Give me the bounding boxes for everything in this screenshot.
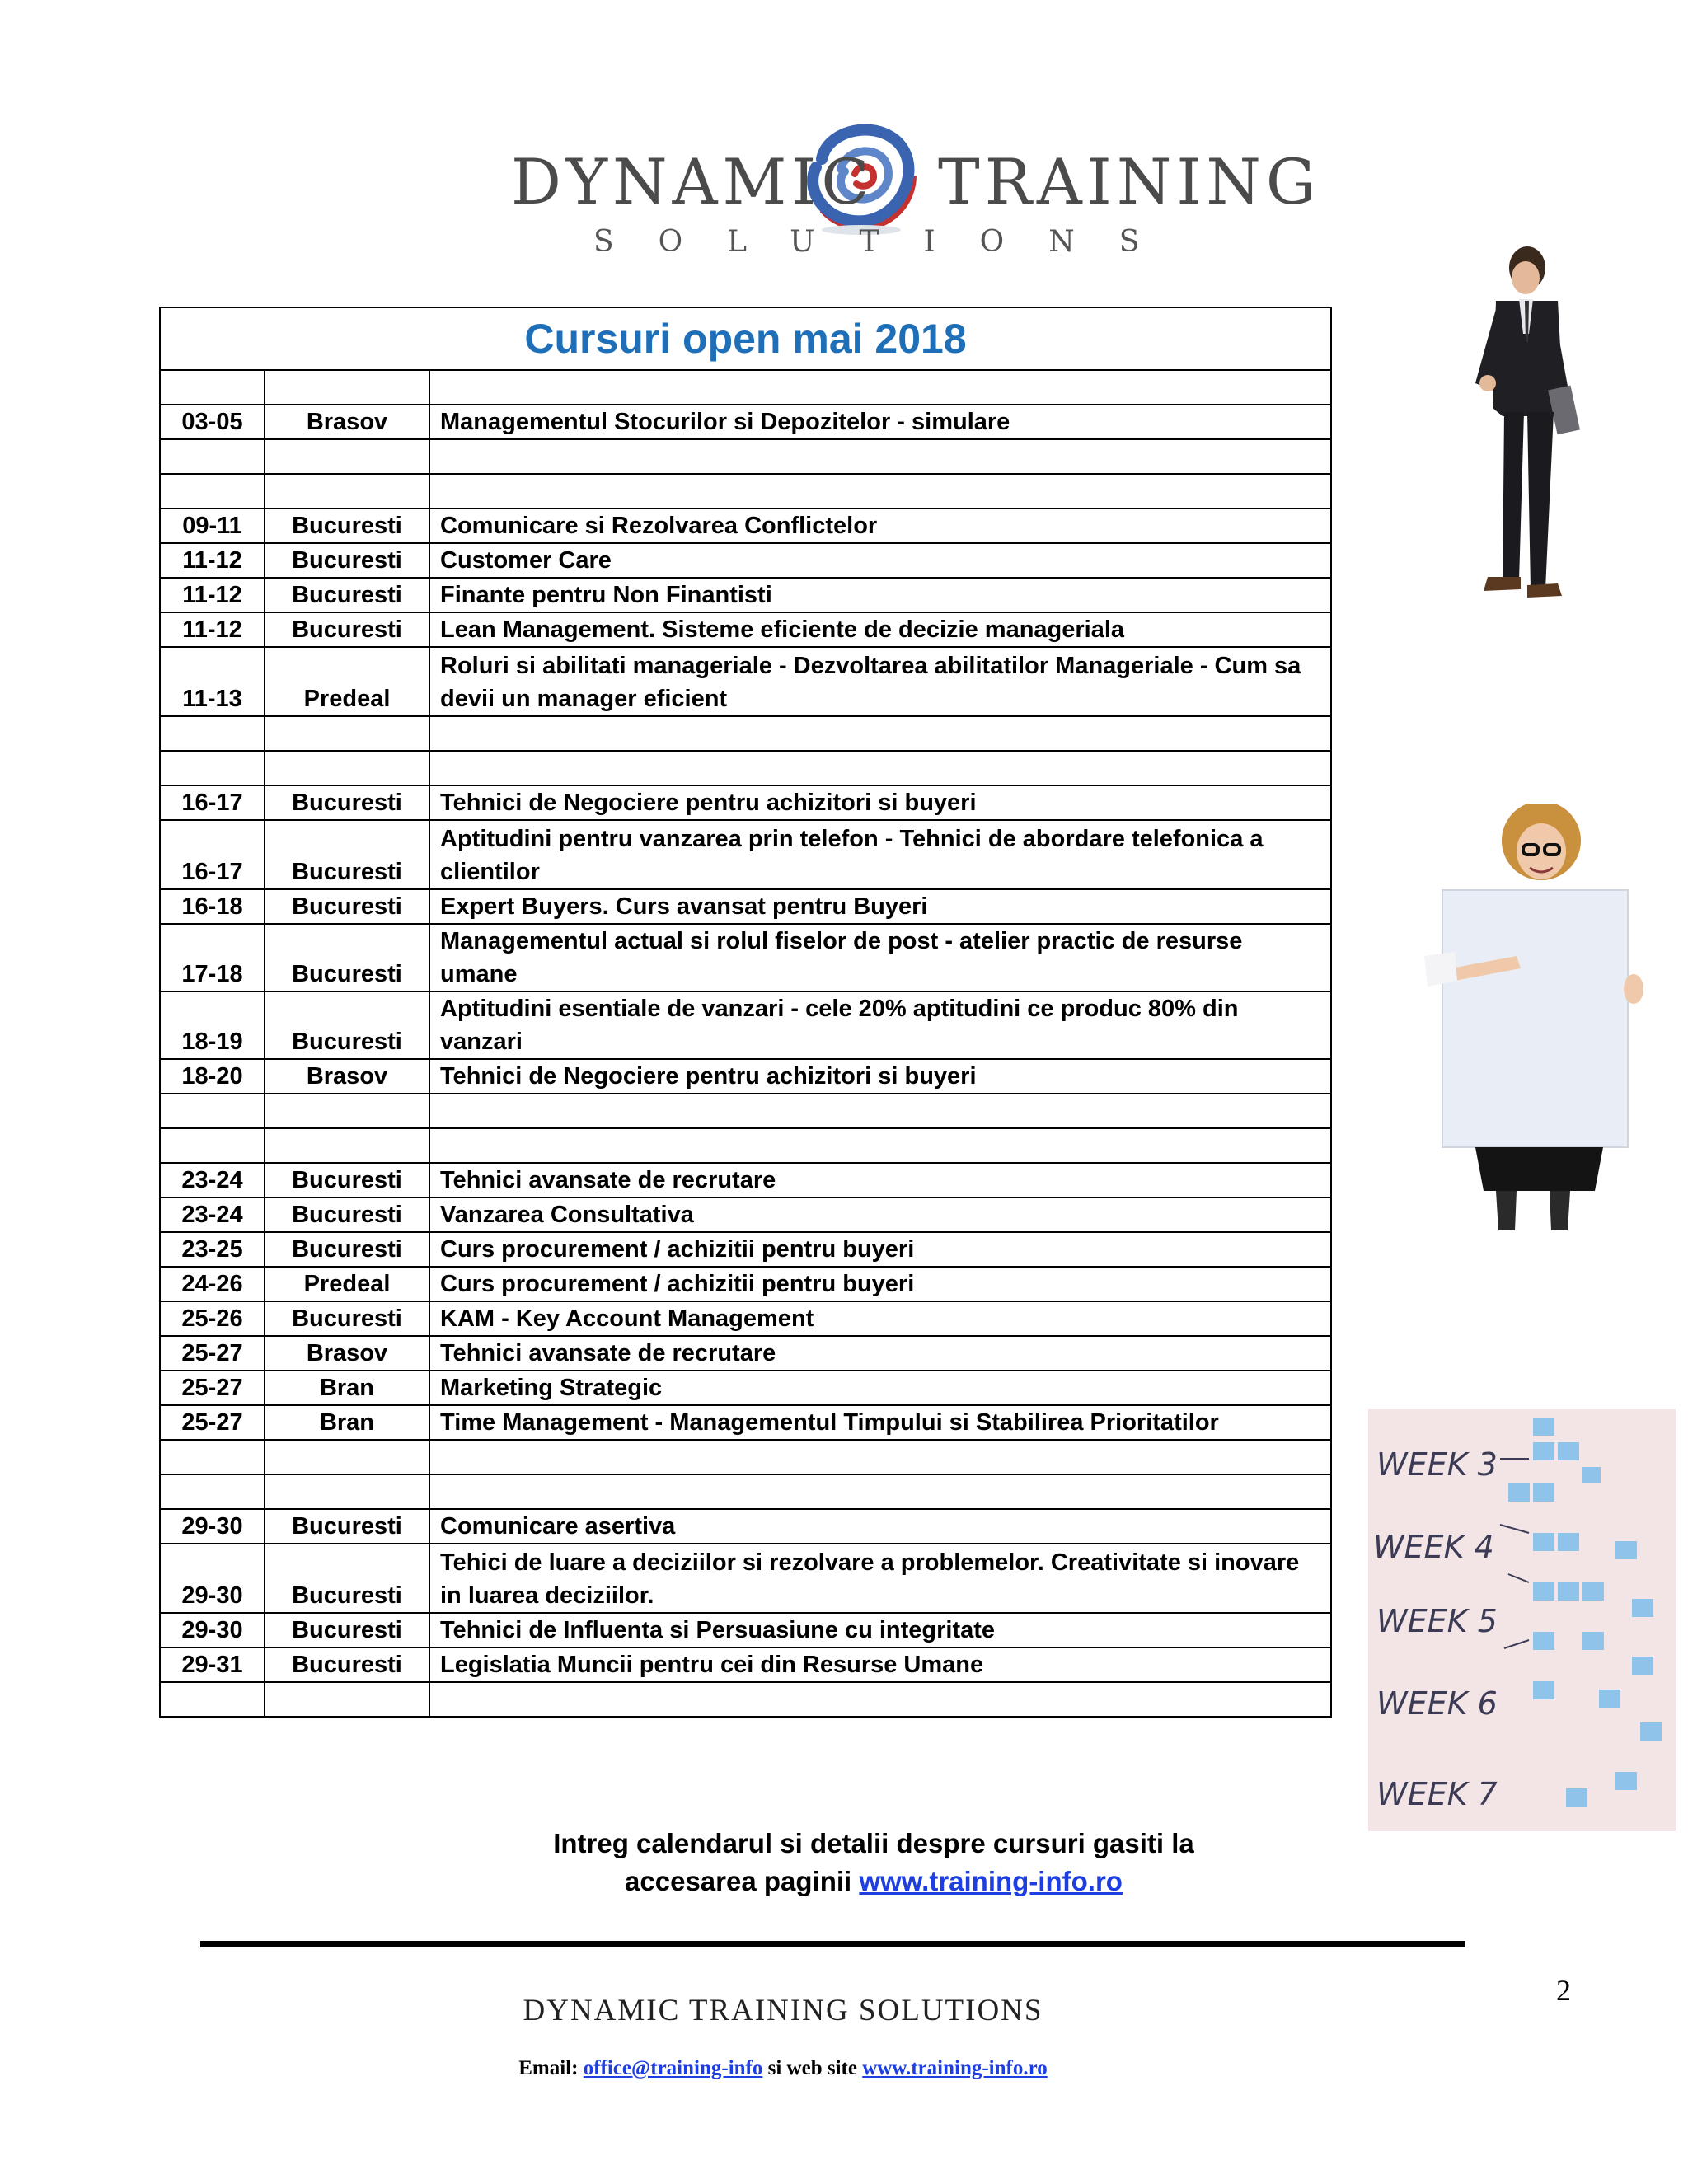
footer-company-name: DYNAMIC TRAINING SOLUTIONS xyxy=(523,1994,1043,2027)
logo-word-dynamic: DYNAMIC xyxy=(511,145,874,218)
course-name: Roluri si abilitati manageriale - Dezvoltarea abilitatilor Manageriale - Cum sa devii un manager eficient xyxy=(429,647,1331,716)
course-schedule-table xyxy=(159,307,1332,1718)
course-city: Brasov xyxy=(265,1059,429,1094)
course-name xyxy=(429,1128,1331,1163)
course-city: Predeal xyxy=(265,647,429,716)
course-date xyxy=(160,439,265,474)
course-city: Bucuresti xyxy=(265,924,429,991)
table-row xyxy=(160,647,1331,716)
course-date xyxy=(160,751,265,785)
table-row xyxy=(160,1647,1331,1682)
course-city: Bucuresti xyxy=(265,1163,429,1197)
course-city: Bucuresti xyxy=(265,991,429,1059)
table-row xyxy=(160,1371,1331,1405)
course-city: Bucuresti xyxy=(265,578,429,612)
table-row xyxy=(160,1094,1331,1128)
logo-subtitle: SOLUTIONS xyxy=(593,225,1184,259)
table-title-row xyxy=(160,307,1331,370)
course-city xyxy=(265,1474,429,1509)
course-city: Bucuresti xyxy=(265,1232,429,1267)
calendar-note xyxy=(462,1825,1286,1900)
course-name: Time Management - Managementul Timpului si Stabilirea Prioritatilor xyxy=(429,1405,1331,1440)
course-city: Bucuresti xyxy=(265,1647,429,1682)
whiteboard-planning-photo xyxy=(1368,1409,1676,1831)
course-date: 29-30 xyxy=(160,1613,265,1647)
table-row xyxy=(160,1613,1331,1647)
footer-website-link[interactable]: www.training-info.ro xyxy=(862,2057,1048,2079)
course-city xyxy=(265,474,429,509)
course-date xyxy=(160,370,265,405)
course-name xyxy=(429,474,1331,509)
table-row xyxy=(160,991,1331,1059)
course-name: Tehnici de Negociere pentru achizitori si buyeri xyxy=(429,785,1331,820)
course-name: Comunicare asertiva xyxy=(429,1509,1331,1544)
board-week-7: WEEK 7 xyxy=(1376,1776,1498,1812)
course-date: 23-25 xyxy=(160,1232,265,1267)
course-date xyxy=(160,716,265,751)
table-row xyxy=(160,1232,1331,1267)
course-name xyxy=(429,1094,1331,1128)
course-date: 17-18 xyxy=(160,924,265,991)
course-date: 25-27 xyxy=(160,1336,265,1371)
course-name: Comunicare si Rezolvarea Conflictelor xyxy=(429,509,1331,543)
table-row xyxy=(160,716,1331,751)
course-city: Bucuresti xyxy=(265,612,429,647)
calendar-note-prefix: accesarea paginii xyxy=(625,1866,860,1896)
course-name: Lean Management. Sisteme eficiente de decizie manageriala xyxy=(429,612,1331,647)
company-logo xyxy=(495,111,1321,268)
course-city: Bucuresti xyxy=(265,1544,429,1613)
course-date: 18-20 xyxy=(160,1059,265,1094)
table-row xyxy=(160,1405,1331,1440)
course-name xyxy=(429,1440,1331,1474)
table-row xyxy=(160,1544,1331,1613)
course-name xyxy=(429,439,1331,474)
board-week-3: WEEK 3 xyxy=(1376,1446,1498,1483)
course-city: Bucuresti xyxy=(265,889,429,924)
course-date: 29-30 xyxy=(160,1509,265,1544)
table-row xyxy=(160,1059,1331,1094)
logo-word-training: TRAINING xyxy=(938,145,1321,218)
businessman-photo xyxy=(1455,243,1587,606)
course-date xyxy=(160,1682,265,1717)
course-city xyxy=(265,370,429,405)
course-city: Bucuresti xyxy=(265,820,429,889)
course-name xyxy=(429,751,1331,785)
email-link[interactable]: office@training-info xyxy=(583,2057,763,2079)
course-date: 25-27 xyxy=(160,1371,265,1405)
course-city: Bucuresti xyxy=(265,785,429,820)
course-date: 23-24 xyxy=(160,1163,265,1197)
course-date: 09-11 xyxy=(160,509,265,543)
board-week-5: WEEK 5 xyxy=(1376,1603,1498,1639)
course-city xyxy=(265,439,429,474)
course-name: Legislatia Muncii pentru cei din Resurse Umane xyxy=(429,1647,1331,1682)
course-date: 16-17 xyxy=(160,785,265,820)
table-row xyxy=(160,405,1331,439)
board-week-4: WEEK 4 xyxy=(1373,1529,1494,1565)
table-title: Cursuri open mai 2018 xyxy=(160,307,1331,370)
table-row xyxy=(160,474,1331,509)
table-row xyxy=(160,370,1331,405)
course-city: Bucuresti xyxy=(265,543,429,578)
course-city xyxy=(265,1440,429,1474)
course-name: Vanzarea Consultativa xyxy=(429,1197,1331,1232)
course-date: 11-12 xyxy=(160,578,265,612)
course-date xyxy=(160,1128,265,1163)
course-name: Tehnici avansate de recrutare xyxy=(429,1163,1331,1197)
course-name: Customer Care xyxy=(429,543,1331,578)
table-row xyxy=(160,1440,1331,1474)
course-date: 29-31 xyxy=(160,1647,265,1682)
table-row xyxy=(160,751,1331,785)
table-row xyxy=(160,1128,1331,1163)
page-number: 2 xyxy=(1556,1974,1571,2007)
course-name: Curs procurement / achizitii pentru buyeri xyxy=(429,1232,1331,1267)
course-city: Bucuresti xyxy=(265,1197,429,1232)
calendar-note-line-1: Intreg calendarul si detalii despre cursuri gasiti la xyxy=(553,1828,1194,1858)
course-name: Tehici de luare a deciziilor si rezolvare a problemelor. Creativitate si inovare in luarea deciziilor. xyxy=(429,1544,1331,1613)
course-date xyxy=(160,1094,265,1128)
course-date: 24-26 xyxy=(160,1267,265,1301)
course-name xyxy=(429,716,1331,751)
contact-separator: si web site xyxy=(762,2057,863,2079)
course-date: 11-13 xyxy=(160,647,265,716)
course-name: Curs procurement / achizitii pentru buyeri xyxy=(429,1267,1331,1301)
course-name: Tehnici de Negociere pentru achizitori si buyeri xyxy=(429,1059,1331,1094)
course-date: 29-30 xyxy=(160,1544,265,1613)
calendar-note-line-2 xyxy=(462,1863,1286,1900)
course-date: 23-24 xyxy=(160,1197,265,1232)
course-name: KAM - Key Account Management xyxy=(429,1301,1331,1336)
course-date: 11-12 xyxy=(160,612,265,647)
table-row xyxy=(160,1509,1331,1544)
course-date xyxy=(160,1474,265,1509)
course-name: Tehnici de Influenta si Persuasiune cu integritate xyxy=(429,1613,1331,1647)
course-name: Aptitudini pentru vanzarea prin telefon - Tehnici de abordare telefonica a clientilor xyxy=(429,820,1331,889)
table-row xyxy=(160,924,1331,991)
course-city xyxy=(265,751,429,785)
course-date: 18-19 xyxy=(160,991,265,1059)
course-date: 25-26 xyxy=(160,1301,265,1336)
table-row xyxy=(160,543,1331,578)
course-date xyxy=(160,1440,265,1474)
table-row xyxy=(160,1267,1331,1301)
course-date: 16-17 xyxy=(160,820,265,889)
table-row xyxy=(160,1682,1331,1717)
website-link[interactable]: www.training-info.ro xyxy=(859,1866,1123,1896)
email-label: Email: xyxy=(518,2057,584,2079)
course-city: Brasov xyxy=(265,1336,429,1371)
table-row xyxy=(160,820,1331,889)
course-date: 16-18 xyxy=(160,889,265,924)
course-name: Aptitudini esentiale de vanzari - cele 20% aptitudini ce produc 80% din vanzari xyxy=(429,991,1331,1059)
table-row xyxy=(160,509,1331,543)
course-city xyxy=(265,1128,429,1163)
table-row xyxy=(160,578,1331,612)
course-city: Bran xyxy=(265,1371,429,1405)
course-city xyxy=(265,1682,429,1717)
course-name: Expert Buyers. Curs avansat pentru Buyeri xyxy=(429,889,1331,924)
course-city: Predeal xyxy=(265,1267,429,1301)
course-date xyxy=(160,474,265,509)
course-date: 11-12 xyxy=(160,543,265,578)
course-city: Bucuresti xyxy=(265,509,429,543)
course-city: Bucuresti xyxy=(265,1509,429,1544)
course-name: Managementul Stocurilor si Depozitelor - simulare xyxy=(429,405,1331,439)
table-row xyxy=(160,889,1331,924)
course-name xyxy=(429,1474,1331,1509)
course-date: 03-05 xyxy=(160,405,265,439)
course-name: Managementul actual si rolul fiselor de post - atelier practic de resurse umane xyxy=(429,924,1331,991)
course-name: Tehnici avansate de recrutare xyxy=(429,1336,1331,1371)
table-row xyxy=(160,439,1331,474)
course-name xyxy=(429,370,1331,405)
table-row xyxy=(160,1197,1331,1232)
table-row xyxy=(160,1336,1331,1371)
course-city xyxy=(265,716,429,751)
table-row xyxy=(160,1301,1331,1336)
course-city: Brasov xyxy=(265,405,429,439)
course-city xyxy=(265,1094,429,1128)
table-row xyxy=(160,785,1331,820)
course-city: Bran xyxy=(265,1405,429,1440)
board-week-6: WEEK 6 xyxy=(1376,1685,1498,1722)
course-name xyxy=(429,1682,1331,1717)
footer-contact xyxy=(330,2057,1236,2080)
course-city: Bucuresti xyxy=(265,1613,429,1647)
table-row xyxy=(160,1163,1331,1197)
table-row xyxy=(160,1474,1331,1509)
course-name: Finante pentru Non Finantisti xyxy=(429,578,1331,612)
course-date: 25-27 xyxy=(160,1405,265,1440)
table-row xyxy=(160,612,1331,647)
woman-with-board-photo xyxy=(1418,804,1648,1232)
course-name: Marketing Strategic xyxy=(429,1371,1331,1405)
footer-divider xyxy=(200,1941,1465,1947)
course-city: Bucuresti xyxy=(265,1301,429,1336)
